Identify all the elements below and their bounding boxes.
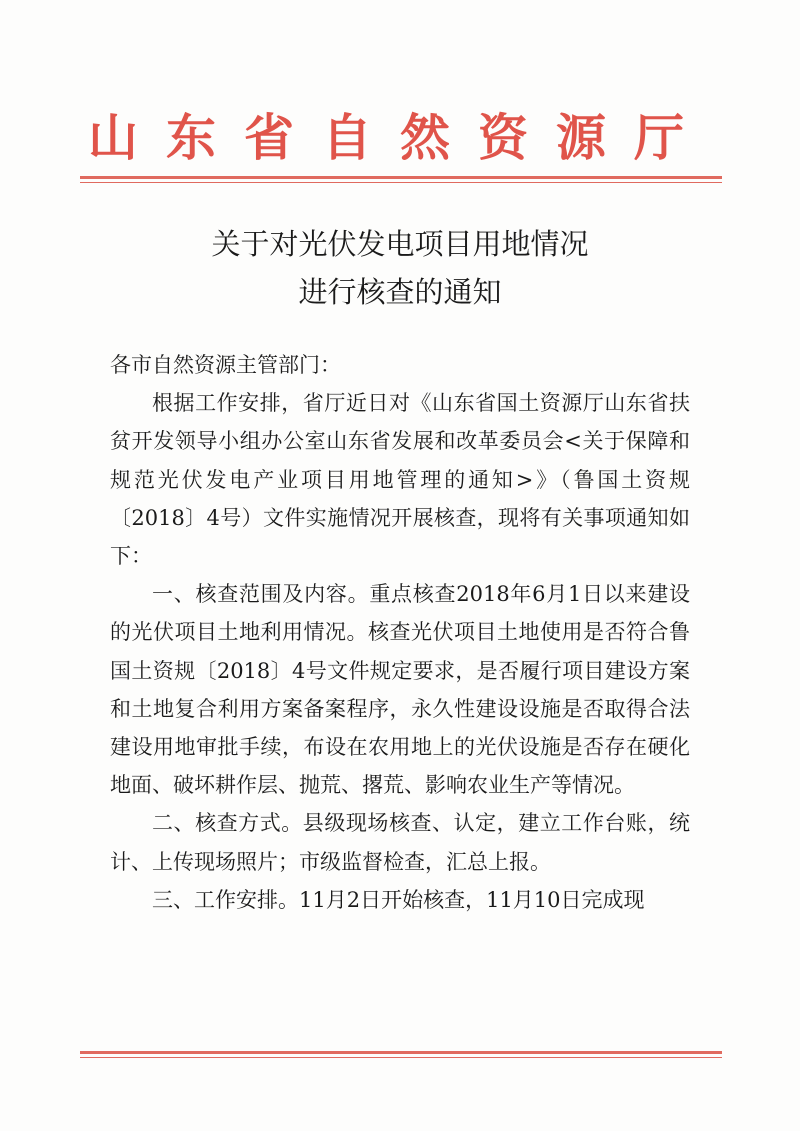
document-title-line-2: 进行核查的通知: [298, 275, 502, 309]
document-title-line-1: 关于对光伏发电项目用地情况: [211, 227, 589, 261]
bottom-red-rule-thick: [80, 1051, 722, 1054]
top-red-rule-thin: [80, 182, 722, 183]
paragraph-intro: 根据工作安排，省厅近日对《山东省国土资源厅山东省扶贫开发领导小组办公室山东省发展和改革委员会<关于保障和规范光伏发电产业项目用地管理的通知>》（鲁国土资规〔2018〕4号）文件实施情况开展核查，现将有关事项通知如下：: [110, 391, 690, 569]
bottom-red-rule-thin: [80, 1057, 722, 1058]
top-red-rule-thick: [80, 176, 722, 179]
paragraph-schedule: 三、工作安排。11月2日开始核查，11月10日完成现: [152, 887, 645, 912]
paragraph-scope: 一、核查范围及内容。重点核查2018年6月1日以来建设的光伏项目土地利用情况。核查光伏项目土地使用是否符合鲁国土资规〔2018〕4号文件规定要求，是否履行项目建设方案和土地复合利用方案备案程序，永久性建设设施是否取得合法建设用地审批手续，布设在农用地上的光伏设施是否存在硬化地面、破坏耕作层、抛荒、撂荒、影响农业生产等情况。: [110, 582, 690, 798]
letterhead-title: 山东省自然资源厅: [88, 108, 712, 167]
document-body: [110, 346, 690, 919]
paragraph-method: 二、核查方式。县级现场核查、认定，建立工作台账，统计、上传现场照片；市级监督检查，汇总上报。: [110, 811, 690, 874]
salutation: 各市自然资源主管部门：: [110, 353, 341, 377]
